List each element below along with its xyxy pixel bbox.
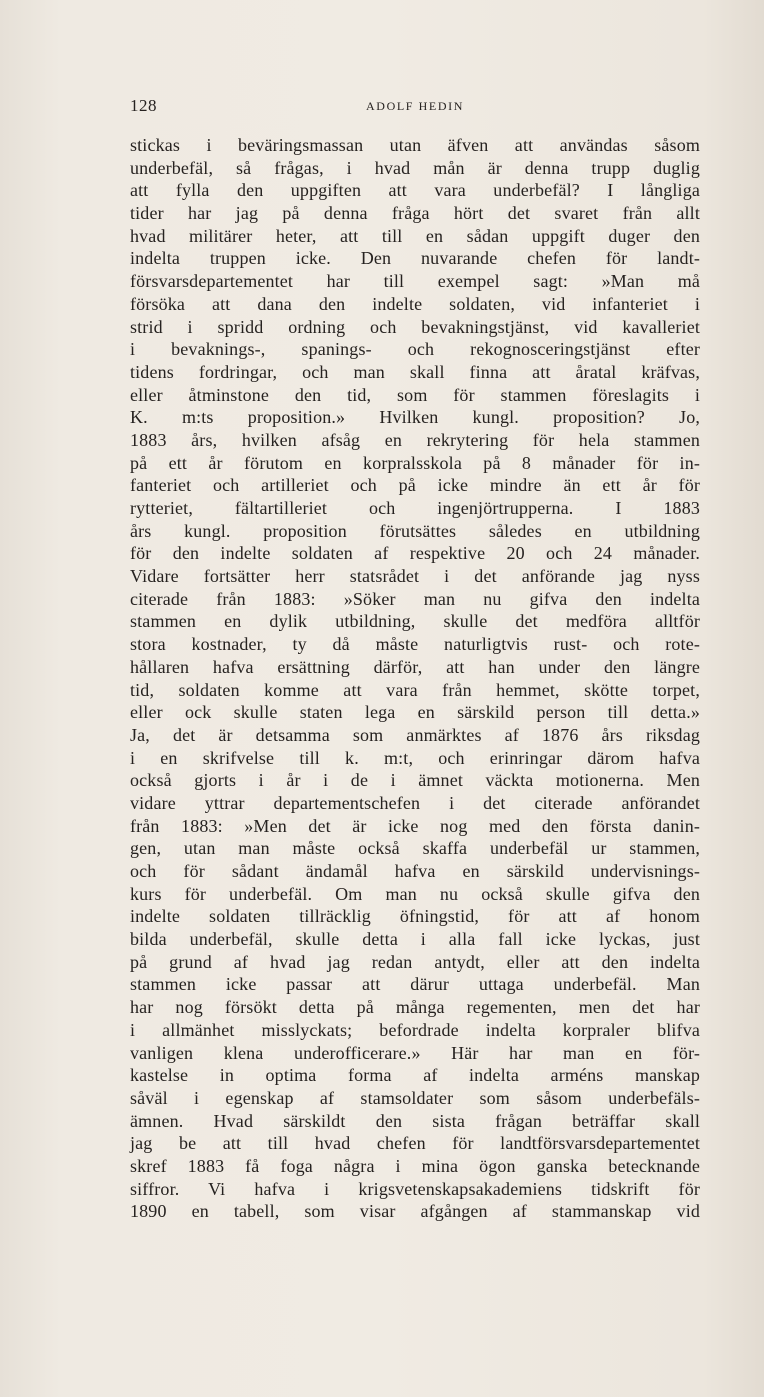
text-line: också gjorts i år i de i ämnet väckta motionerna. Men: [130, 770, 700, 791]
text-line: hvad militärer heter, att till en sådan uppgift duger den: [130, 225, 700, 246]
text-line: och för sådant ändamål hafva en särskild undervisnings-: [130, 861, 700, 881]
text-line: K. m:ts proposition.» Hvilken kungl. proposition? Jo,: [130, 407, 700, 428]
text-line: citerade från 1883: »Söker man nu gifva den indelta: [130, 588, 700, 609]
text-line: i allmänhet misslyckats; befordrade indelta korpraler blifva: [130, 1019, 700, 1040]
text-line: ämnen. Hvad särskildt den sista frågan beträffar skall: [130, 1110, 700, 1131]
text-line: försvarsdepartementet har till exempel sagt: »Man må: [130, 271, 700, 292]
text-line: har nog försökt detta på många regementen, men det har: [130, 997, 700, 1018]
text-line: jag be att till hvad chefen för landtförsvarsdepartementet: [130, 1133, 700, 1154]
text-line: från 1883: »Men det är icke nog med den första danin-: [130, 815, 700, 836]
text-line: indelta truppen icke. Den nuvarande chefen för landt-: [130, 248, 700, 269]
text-line: gen, utan man måste också skaffa underbefäl ur stammen,: [130, 838, 700, 859]
text-line: tidens fordringar, och man skall finna att åratal kräfvas,: [130, 361, 700, 382]
text-line: kurs för underbefäl. Om man nu också skulle gifva den: [130, 883, 700, 904]
text-line: för den indelte soldaten af respektive 20 och 24 månader.: [130, 543, 700, 564]
text-line: hållaren hafva ersättning därför, att han under den längre: [130, 656, 700, 677]
body-text: [130, 134, 700, 1223]
text-line: såväl i egenskap af stamsoldater som såsom underbefäls-: [130, 1087, 700, 1108]
text-line: i en skrifvelse till k. m:t, och erinringar därom hafva: [130, 747, 700, 768]
running-head: ADOLF HEDIN: [366, 99, 464, 113]
text-line: fanteriet och artilleriet och på icke mindre än ett år för: [130, 475, 700, 496]
text-line: att fylla den uppgiften att vara underbefäl? I långliga: [130, 180, 700, 201]
text-line: 1883 års, hvilken afsåg en rekrytering för hela stammen: [130, 429, 700, 450]
page-header: [130, 96, 700, 120]
text-line: siffror. Vi hafva i krigsvetenskapsakademiens tidskrift för: [130, 1178, 700, 1199]
text-line: 1890 en tabell, som visar afgången af stammanskap vid: [130, 1201, 700, 1222]
page-number: 128: [130, 96, 157, 115]
text-line: på ett år förutom en korpralsskola på 8 månader för in-: [130, 452, 700, 473]
text-line: stora kostnader, ty då måste naturligtvis rust- och rote-: [130, 634, 700, 655]
text-line: på grund af hvad jag redan antydt, eller att den indelta: [130, 951, 700, 972]
text-line: stickas i beväringsmassan utan äfven att användas såsom: [130, 135, 700, 155]
text-line: i bevaknings-, spanings- och rekognosceringstjänst efter: [130, 339, 700, 360]
text-line: försöka att dana den indelte soldaten, vid infanteriet i: [130, 293, 700, 314]
text-line: stammen en dylik utbildning, skulle det medföra alltför: [130, 611, 700, 632]
text-line: Vidare fortsätter herr statsrådet i det anförande jag nyss: [130, 566, 700, 587]
text-line: rytteriet, fältartilleriet och ingenjörtrupperna. I 1883: [130, 498, 700, 518]
text-line: skref 1883 få foga några i mina ögon ganska betecknande: [130, 1155, 700, 1176]
text-line: eller åtminstone den tid, som för stammen föreslagits i: [130, 384, 700, 405]
text-line: indelte soldaten tillräcklig öfningstid, för att af honom: [130, 906, 700, 927]
text-line: stammen icke passar att därur uttaga underbefäl. Man: [130, 974, 700, 995]
text-line: underbefäl, så frågas, i hvad mån är denna trupp duglig: [130, 157, 700, 178]
text-line: Ja, det är detsamma som anmärktes af 1876 års riksdag: [130, 724, 700, 745]
text-line: kastelse in optima forma af indelta arméns manskap: [130, 1065, 700, 1086]
text-line: strid i spridd ordning och bevakningstjänst, vid kavalleriet: [130, 316, 700, 337]
text-line: bilda underbefäl, skulle detta i alla fall icke lyckas, just: [130, 929, 700, 950]
text-line: tid, soldaten komme att vara från hemmet, skötte torpet,: [130, 679, 700, 700]
text-line: vanligen klena underofficerare.» Här har man en för-: [130, 1042, 700, 1063]
text-line: års kungl. proposition förutsättes således en utbildning: [130, 520, 700, 541]
text-line: tider har jag på denna fråga hört det svaret från allt: [130, 203, 700, 224]
text-line: vidare yttrar departementschefen i det citerade anförandet: [130, 792, 700, 813]
text-line: eller ock skulle staten lega en särskild person till detta.»: [130, 702, 700, 723]
